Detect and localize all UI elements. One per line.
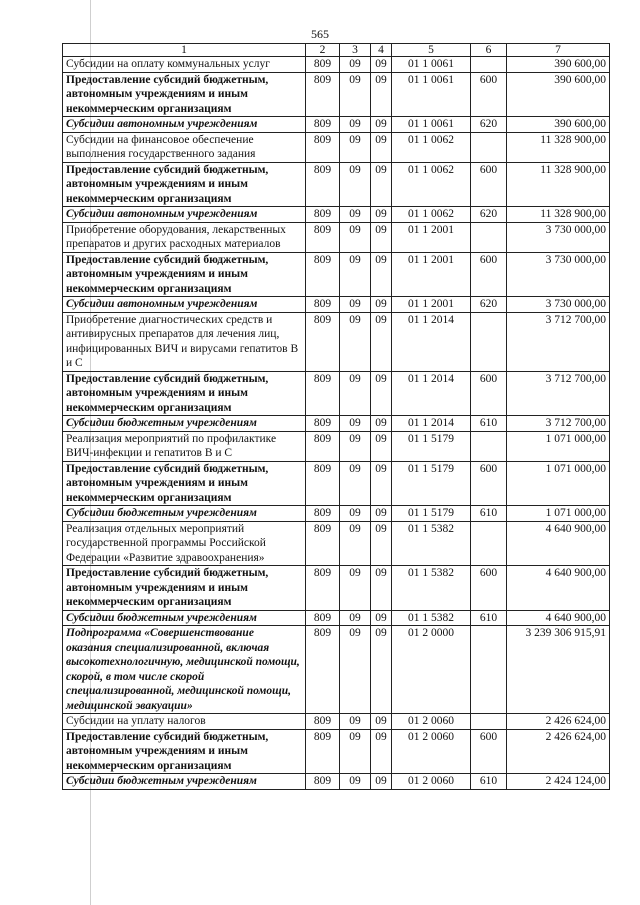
- cell-description: Предоставление субсидий бюджетным, автономным учреждениям и иным некоммерческим организациям: [63, 461, 306, 506]
- header-row: [63, 44, 610, 57]
- cell-description: Субсидии на уплату налогов: [63, 714, 306, 730]
- cell-subsection: 09: [371, 312, 392, 371]
- table-row: [63, 626, 610, 714]
- cell-amount: 11 328 900,00: [507, 162, 610, 207]
- cell-amount: 2 426 624,00: [507, 729, 610, 774]
- cell-subsection: 09: [371, 371, 392, 416]
- table-row: [63, 610, 610, 626]
- cell-ministry-code: 809: [306, 461, 340, 506]
- cell-expense-type: 620: [471, 297, 507, 313]
- cell-ministry-code: 809: [306, 252, 340, 297]
- cell-description: Приобретение оборудования, лекарственных препаратов и других расходных материалов: [63, 222, 306, 252]
- cell-target-article: 01 1 5179: [392, 461, 471, 506]
- cell-subsection: 09: [371, 521, 392, 566]
- cell-target-article: 01 1 0062: [392, 162, 471, 207]
- cell-expense-type: 600: [471, 729, 507, 774]
- cell-target-article: 01 1 0062: [392, 132, 471, 162]
- cell-description: Реализация отдельных мероприятий государственной программы Российской Федерации «Развитие здравоохранения»: [63, 521, 306, 566]
- column-header: 4: [371, 44, 392, 57]
- cell-target-article: 01 1 0061: [392, 72, 471, 117]
- cell-expense-type: [471, 431, 507, 461]
- cell-target-article: 01 1 0061: [392, 57, 471, 73]
- column-header: 5: [392, 44, 471, 57]
- cell-amount: 3 239 306 915,91: [507, 626, 610, 714]
- cell-amount: 390 600,00: [507, 72, 610, 117]
- table-row: [63, 371, 610, 416]
- cell-section: 09: [340, 162, 371, 207]
- cell-description: Субсидии бюджетным учреждениям: [63, 774, 306, 790]
- cell-target-article: 01 2 0060: [392, 729, 471, 774]
- column-header: 2: [306, 44, 340, 57]
- cell-subsection: 09: [371, 57, 392, 73]
- cell-description: Субсидии автономным учреждениям: [63, 207, 306, 223]
- cell-amount: 11 328 900,00: [507, 207, 610, 223]
- cell-ministry-code: 809: [306, 416, 340, 432]
- table-body: [63, 57, 610, 790]
- cell-target-article: 01 1 2014: [392, 312, 471, 371]
- table-row: [63, 416, 610, 432]
- cell-expense-type: 610: [471, 506, 507, 522]
- cell-section: 09: [340, 729, 371, 774]
- cell-expense-type: 610: [471, 416, 507, 432]
- cell-expense-type: [471, 626, 507, 714]
- cell-description: Предоставление субсидий бюджетным, автономным учреждениям и иным некоммерческим организациям: [63, 162, 306, 207]
- cell-target-article: 01 1 2001: [392, 297, 471, 313]
- cell-subsection: 09: [371, 610, 392, 626]
- cell-description: Предоставление субсидий бюджетным, автономным учреждениям и иным некоммерческим организациям: [63, 252, 306, 297]
- cell-section: 09: [340, 57, 371, 73]
- cell-expense-type: [471, 521, 507, 566]
- cell-subsection: 09: [371, 222, 392, 252]
- cell-section: 09: [340, 714, 371, 730]
- table-row: [63, 714, 610, 730]
- cell-target-article: 01 1 2001: [392, 252, 471, 297]
- cell-description: Субсидии автономным учреждениям: [63, 297, 306, 313]
- table-row: [63, 729, 610, 774]
- cell-expense-type: 610: [471, 774, 507, 790]
- cell-description: Реализация мероприятий по профилактике ВИЧ-инфекции и гепатитов В и С: [63, 431, 306, 461]
- table-row: [63, 431, 610, 461]
- cell-amount: 1 071 000,00: [507, 431, 610, 461]
- cell-amount: 3 730 000,00: [507, 297, 610, 313]
- cell-section: 09: [340, 371, 371, 416]
- column-header: 7: [507, 44, 610, 57]
- cell-description: Субсидии на финансовое обеспечение выполнения государственного задания: [63, 132, 306, 162]
- cell-description: Субсидии на оплату коммунальных услуг: [63, 57, 306, 73]
- cell-target-article: 01 1 0061: [392, 117, 471, 133]
- cell-ministry-code: 809: [306, 774, 340, 790]
- table-row: [63, 506, 610, 522]
- cell-subsection: 09: [371, 132, 392, 162]
- cell-subsection: 09: [371, 162, 392, 207]
- cell-section: 09: [340, 506, 371, 522]
- table-row: [63, 566, 610, 611]
- cell-section: 09: [340, 132, 371, 162]
- cell-expense-type: 600: [471, 72, 507, 117]
- cell-subsection: 09: [371, 714, 392, 730]
- cell-amount: 390 600,00: [507, 57, 610, 73]
- cell-expense-type: 600: [471, 371, 507, 416]
- cell-expense-type: 600: [471, 566, 507, 611]
- cell-section: 09: [340, 252, 371, 297]
- cell-description: Субсидии автономным учреждениям: [63, 117, 306, 133]
- cell-ministry-code: 809: [306, 626, 340, 714]
- cell-ministry-code: 809: [306, 610, 340, 626]
- cell-section: 09: [340, 521, 371, 566]
- table-row: [63, 222, 610, 252]
- cell-amount: 1 071 000,00: [507, 506, 610, 522]
- cell-description: Субсидии бюджетным учреждениям: [63, 506, 306, 522]
- cell-subsection: 09: [371, 72, 392, 117]
- cell-ministry-code: 809: [306, 117, 340, 133]
- cell-expense-type: 620: [471, 117, 507, 133]
- table-row: [63, 521, 610, 566]
- cell-ministry-code: 809: [306, 566, 340, 611]
- cell-amount: 4 640 900,00: [507, 566, 610, 611]
- cell-subsection: 09: [371, 252, 392, 297]
- cell-description: Субсидии бюджетным учреждениям: [63, 416, 306, 432]
- cell-subsection: 09: [371, 461, 392, 506]
- cell-ministry-code: 809: [306, 521, 340, 566]
- cell-ministry-code: 809: [306, 714, 340, 730]
- cell-target-article: 01 1 0062: [392, 207, 471, 223]
- cell-subsection: 09: [371, 416, 392, 432]
- cell-subsection: 09: [371, 626, 392, 714]
- table-row: [63, 162, 610, 207]
- cell-description: Предоставление субсидий бюджетным, автономным учреждениям и иным некоммерческим организациям: [63, 729, 306, 774]
- cell-subsection: 09: [371, 207, 392, 223]
- cell-ministry-code: 809: [306, 57, 340, 73]
- cell-target-article: 01 2 0000: [392, 626, 471, 714]
- cell-section: 09: [340, 610, 371, 626]
- cell-expense-type: [471, 57, 507, 73]
- cell-expense-type: 600: [471, 162, 507, 207]
- cell-ministry-code: 809: [306, 162, 340, 207]
- cell-target-article: 01 1 5179: [392, 431, 471, 461]
- table-row: [63, 297, 610, 313]
- cell-expense-type: 610: [471, 610, 507, 626]
- cell-target-article: 01 1 5382: [392, 610, 471, 626]
- table-row: [63, 117, 610, 133]
- cell-target-article: 01 2 0060: [392, 774, 471, 790]
- cell-subsection: 09: [371, 431, 392, 461]
- cell-amount: 3 712 700,00: [507, 312, 610, 371]
- table-row: [63, 207, 610, 223]
- budget-table: [62, 43, 610, 790]
- cell-section: 09: [340, 72, 371, 117]
- cell-amount: 3 730 000,00: [507, 252, 610, 297]
- page-number: 565: [311, 27, 329, 41]
- cell-subsection: 09: [371, 506, 392, 522]
- cell-description: Предоставление субсидий бюджетным, автономным учреждениям и иным некоммерческим организациям: [63, 566, 306, 611]
- table-row: [63, 461, 610, 506]
- cell-section: 09: [340, 774, 371, 790]
- cell-expense-type: [471, 132, 507, 162]
- cell-amount: 4 640 900,00: [507, 521, 610, 566]
- cell-section: 09: [340, 117, 371, 133]
- table-row: [63, 312, 610, 371]
- cell-section: 09: [340, 416, 371, 432]
- cell-section: 09: [340, 566, 371, 611]
- cell-description: Предоставление субсидий бюджетным, автономным учреждениям и иным некоммерческим организациям: [63, 72, 306, 117]
- cell-expense-type: [471, 312, 507, 371]
- table-row: [63, 774, 610, 790]
- cell-ministry-code: 809: [306, 729, 340, 774]
- cell-section: 09: [340, 431, 371, 461]
- cell-ministry-code: 809: [306, 72, 340, 117]
- cell-amount: 1 071 000,00: [507, 461, 610, 506]
- cell-description: Предоставление субсидий бюджетным, автономным учреждениям и иным некоммерческим организациям: [63, 371, 306, 416]
- cell-description: Подпрограмма «Совершенствование оказания специализированной, включая высокотехнологичную, медицинской помощи, скорой, в том числе скорой специализированной, медицинской помощи, медицинской эвакуации»: [63, 626, 306, 714]
- cell-ministry-code: 809: [306, 132, 340, 162]
- cell-subsection: 09: [371, 117, 392, 133]
- cell-expense-type: 620: [471, 207, 507, 223]
- cell-expense-type: 600: [471, 252, 507, 297]
- cell-section: 09: [340, 297, 371, 313]
- cell-ministry-code: 809: [306, 312, 340, 371]
- cell-target-article: 01 2 0060: [392, 714, 471, 730]
- cell-description: Субсидии бюджетным учреждениям: [63, 610, 306, 626]
- cell-subsection: 09: [371, 566, 392, 611]
- cell-ministry-code: 809: [306, 207, 340, 223]
- cell-target-article: 01 1 5179: [392, 506, 471, 522]
- table-row: [63, 132, 610, 162]
- cell-amount: 2 426 624,00: [507, 714, 610, 730]
- cell-amount: 3 712 700,00: [507, 371, 610, 416]
- cell-section: 09: [340, 222, 371, 252]
- cell-section: 09: [340, 312, 371, 371]
- cell-description: Приобретение диагностических средств и антивирусных препаратов для лечения лиц, инфицированных ВИЧ и вирусами гепатитов В и С: [63, 312, 306, 371]
- cell-ministry-code: 809: [306, 297, 340, 313]
- table-row: [63, 57, 610, 73]
- column-header: 6: [471, 44, 507, 57]
- column-header: 3: [340, 44, 371, 57]
- cell-ministry-code: 809: [306, 371, 340, 416]
- cell-section: 09: [340, 207, 371, 223]
- cell-subsection: 09: [371, 774, 392, 790]
- cell-target-article: 01 1 2001: [392, 222, 471, 252]
- cell-amount: 3 712 700,00: [507, 416, 610, 432]
- cell-target-article: 01 1 5382: [392, 566, 471, 611]
- cell-subsection: 09: [371, 297, 392, 313]
- cell-target-article: 01 1 5382: [392, 521, 471, 566]
- cell-expense-type: [471, 222, 507, 252]
- cell-expense-type: [471, 714, 507, 730]
- cell-amount: 11 328 900,00: [507, 132, 610, 162]
- cell-target-article: 01 1 2014: [392, 371, 471, 416]
- cell-amount: 2 424 124,00: [507, 774, 610, 790]
- cell-target-article: 01 1 2014: [392, 416, 471, 432]
- cell-section: 09: [340, 626, 371, 714]
- cell-amount: 3 730 000,00: [507, 222, 610, 252]
- column-header: 1: [63, 44, 306, 57]
- table-row: [63, 72, 610, 117]
- cell-subsection: 09: [371, 729, 392, 774]
- table-row: [63, 252, 610, 297]
- cell-ministry-code: 809: [306, 506, 340, 522]
- cell-expense-type: 600: [471, 461, 507, 506]
- cell-section: 09: [340, 461, 371, 506]
- cell-ministry-code: 809: [306, 431, 340, 461]
- cell-ministry-code: 809: [306, 222, 340, 252]
- cell-amount: 4 640 900,00: [507, 610, 610, 626]
- cell-amount: 390 600,00: [507, 117, 610, 133]
